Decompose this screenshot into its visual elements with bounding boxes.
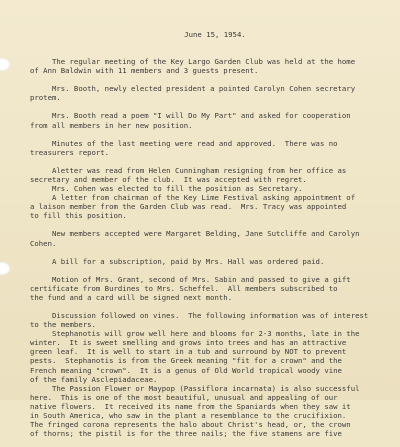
paragraph-line: winter. It is sweet smelling and grows into trees and has an attractive [30,338,347,348]
paragraph-line: from all members in her new position. [30,120,193,130]
minutes-paragraph [30,57,390,75]
paragraph-line: of thorns; the pistil is for the three nails; the five stamens are five [30,429,342,439]
minutes-paragraph [30,166,390,221]
paragraph-line: A bill for a subscription, paid by Mrs. Hall was ordered paid. [30,256,325,266]
punch-hole-bottom [0,262,10,275]
punch-hole-top [0,58,10,71]
minutes-paragraph [30,275,390,302]
paragraph-line: pests. Stephanotis is from the Greek meaning "fit for a crown" and the [30,356,342,366]
paragraph-line: Motion of Mrs. Grant, second of Mrs. Sabin and passed to give a gift [30,274,351,284]
paragraph-line: French meaning "crown". It is a genus of Old World tropical woody vine [30,365,342,375]
paragraph-line: Discussion followed on vines. The following information was of interest [30,310,369,320]
paragraph-line: Mrs. Booth, newly elected president a pointed Carolyn Cohen secretary [30,84,356,94]
minutes-paragraph [30,111,390,129]
paragraph-line: Stephanotis will grow well here and blooms for 2-3 months, late in the [30,329,360,339]
paragraph-line: A letter from chairman of the Key Lime Festival asking appointment of [30,193,356,203]
paragraph-line: protem. [30,93,61,103]
paragraph-line: New members accepted were Margaret Belding, Jane Sutcliffe and Carolyn [30,229,360,239]
paragraph-line: the fund and a card will be signed next month. [30,292,233,302]
paragraph-line: green leaf. It is well to start in a tub and surround by NOT to prevent [30,347,347,357]
meeting-date: June 15, 1954. [184,30,246,39]
paragraph-line: here. This is one of the most beautiful, unusual and appealing of our [30,392,338,402]
paragraph-line: to the members. [30,320,96,330]
minutes-paragraph [30,84,390,102]
paragraph-line: Cohen. [30,238,57,248]
paragraph-line: of Ann Baldwin with 11 members and 3 guests present. [30,66,259,76]
typed-minutes [30,30,390,447]
paragraph-line: to fill this position. [30,211,127,221]
paragraph-line: Minutes of the last meeting were read and approved. There was no [30,138,338,148]
paragraph-line: native flowers. It received its name from the Spaniards when they saw it [30,401,351,411]
paragraph-line: a laison member from the Garden Club was read. Mrs. Tracy was appointed [30,202,347,212]
paragraph-line: The Passion Flower or Maypop (Passiflora incarnata) is also successful [30,383,360,393]
paragraph-line: certificate from Burdines to Mrs. Scheffel. All members subscribed to [30,283,338,293]
minutes-paragraph [30,311,390,438]
paragraph-line: The fringed corona represents the halo about Christ's head, or, the crown [30,420,351,430]
minutes-paragraph [30,229,390,247]
minutes-body [30,57,390,438]
minutes-paragraph [30,257,390,266]
paragraph-line: The regular meeting of the Key Largo Garden Club was held at the home [30,57,356,67]
paragraph-line: in South America, who saw in the plant a resemblance to the crucifixion. [30,411,347,420]
minutes-paragraph [30,139,390,157]
paragraph-line: Mrs. Cohen was elected to fill the position as Secretary. [30,184,303,194]
paragraph-line: Mrs. Booth read a poem "I will Do My Part" and asked for cooperation [30,111,351,121]
paragraph-line: of the family Asclepiadaceae. [30,374,158,384]
paragraph-line: treasurers report. [30,147,110,157]
paragraph-line: secretary and member of the club. It was accepted with regret. [30,174,307,184]
paragraph-line: Aletter was read from Helen Cunningham resigning from her office as [30,165,347,175]
